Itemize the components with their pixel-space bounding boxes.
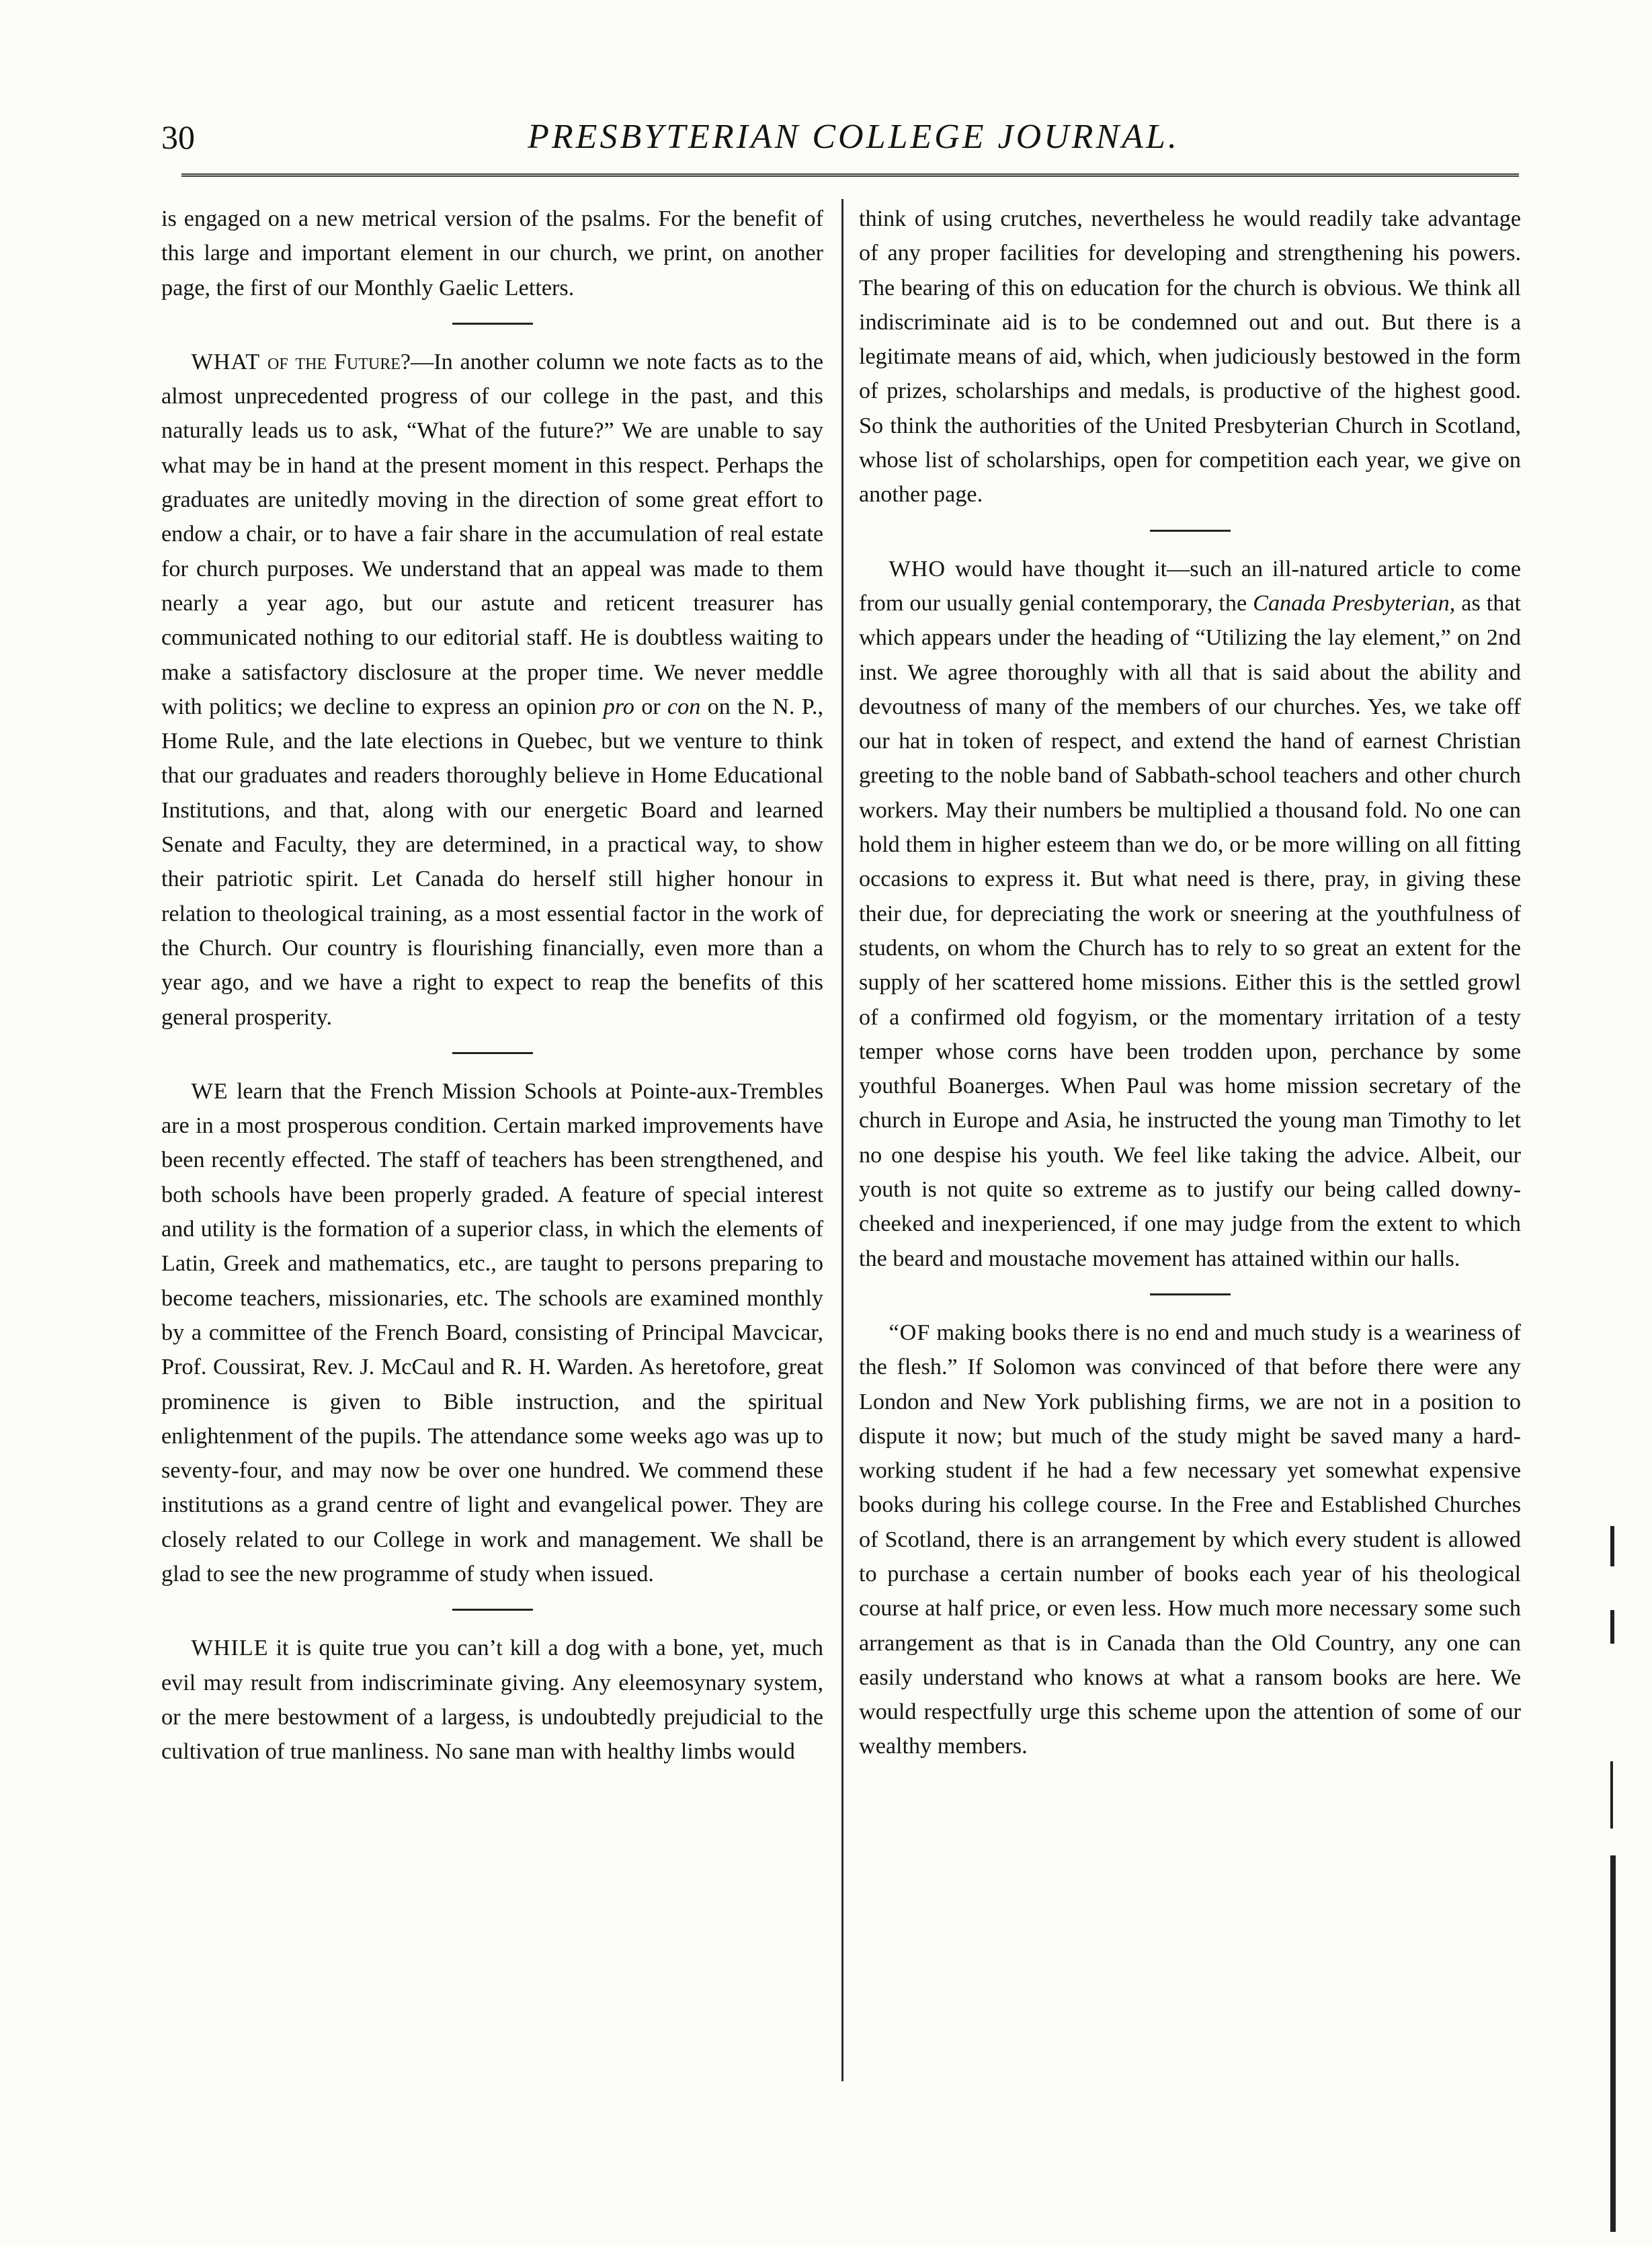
scan-edge-mark xyxy=(1610,1761,1613,1829)
lead-word: WHAT xyxy=(191,349,261,374)
section-divider xyxy=(452,1609,533,1611)
paragraph-gaelic-letters xyxy=(161,202,823,305)
paragraph-text: learn that the French Mission Schools at Pointe-aux-Trembles are in a most prosperous condition. Certain marked improvements have been recently effected. The staff of teachers has been strengthened, and both schools have been properly graded. A feature of special interest and utility is the formation of a superior class, in which the elements of Latin, Greek and mathematics, etc., are taught to persons preparing to become teachers, missionaries, etc. The schools are examined monthly by a committee of the French Board, consisting of Principal Mavcicar, Prof. Coussirat, Rev. J. McCaul and R. H. Warden. As heretofore, great prominence is given to Bible instruction, and the spiritual enlightenment of the pupils. The attendance some weeks ago was up to seventy-four, and may now be over one hundred. We commend these institutions as a grand centre of light and evangelical power. They are closely related to our College in work and management. We shall be glad to see the new programme of study when issued. xyxy=(161,1078,823,1587)
paragraph-giving xyxy=(161,1631,823,1769)
lead-word: WHILE xyxy=(191,1636,269,1661)
paragraph-text: think of using crutches, nevertheless he would readily take advantage of any proper facilities for developing and strengthening his powers. The bearing of this on education for the church is obvious. We think all indiscriminate aid is to be condemned out and out. But there is a legitimate means of aid, which, when judiciously bestowed in the form of prizes, scholarships and medals, is productive of the highest good. So think the authorities of the United Presbyterian Church in Scotland, whose list of scholarships, open for competition each year, we give on another page. xyxy=(859,206,1521,508)
section-divider xyxy=(1150,1293,1231,1295)
paragraph-text: on the N. P., Home Rule, and the late elections in Quebec, but we venture to think that our graduates and readers thoroughly believe in Home Educational Institutions, and that, along with our energetic Board and learned Senate and Faculty, they are determined, in a practical way, to show their patriotic spirit. Let Canada do herself still higher honour in relation to theological training, as a most essential factor in the work of the Church. Our country is flourishing financially, even more than a year ago, and we have a right to expect to reap the benefits of this general prosperity. xyxy=(161,694,824,1030)
italic-term: con xyxy=(667,694,701,719)
left-column xyxy=(161,202,823,1769)
lead-word: WE xyxy=(191,1078,229,1104)
section-divider xyxy=(1150,530,1231,532)
header-rule xyxy=(181,173,1519,177)
scan-edge-mark xyxy=(1610,1855,1616,2232)
scan-edge-mark xyxy=(1610,1526,1614,1566)
column-divider xyxy=(841,199,843,2081)
lead-word: “OF xyxy=(889,1320,931,1345)
journal-title: PRESBYTERIAN COLLEGE JOURNAL. xyxy=(528,118,1180,156)
paragraph-future xyxy=(161,345,823,1035)
page-number: 30 xyxy=(161,118,195,156)
section-divider xyxy=(452,1052,533,1054)
paragraph-text: it is quite true you can’t kill a dog with a bone, yet, much evil may result from indiscriminate giving. Any eleemosynary system, or the mere bestowment of a largess, is undoubtedly prejudicial to the cultivation of true manliness. No sane man with healthy limbs would xyxy=(161,1636,823,1765)
scan-edge-mark xyxy=(1610,1610,1614,1644)
section-divider xyxy=(452,323,533,325)
italic-publication-name: Canada Presbyterian, xyxy=(1253,590,1456,616)
right-column xyxy=(859,202,1521,1764)
paragraph-text: ?—In another column we note facts as to the almost unprecedented progress of our college in the past, and this naturally leads us to ask, “What of the future?” We are unable to say what may be in hand at the present moment in this respect. Perhaps the graduates are unitedly moving in the direction of some great effort to endow a chair, or to have a fair share in the accumulation of real estate for church purposes. We understand that an appeal was made to them nearly a year ago, but our astute and reticent treasurer has communicated nothing to our editorial staff. He is doubtless waiting to make a satisfactory disclosure at the proper time. We never meddle with politics; we decline to express an opinion xyxy=(161,349,824,719)
paragraph-lay-element xyxy=(859,552,1521,1276)
paragraph-text: is engaged on a new metrical version of the psalms. For the benefit of this large and important element in our church, we print, on another page, the first of our Monthly Gaelic Letters. xyxy=(161,206,823,300)
paragraph-text: as that which appears under the heading of “Utilizing the lay element,” on 2nd inst. We agree thoroughly with all that is said about the ability and devoutness of many of the members of our churches. Yes, we take off our hat in token of respect, and extend the hand of earnest Christian greeting to the noble band of Sabbath-school teachers and other church workers. May their numbers be multiplied a thousand fold. No one can hold them in higher esteem than we do, or be more willing on all fitting occasions to express it. But what need is there, pray, in giving these their due, for depreciating the work or sneering at the youthfulness of students, on whom the Church has to rely to so great an extent for the supply of her scattered home missions. Either this is the settled growl of a confirmed old fogyism, or the momentary irritation of a testy temper whose corns have been trodden upon, perchance by some youthful Boanerges. When Paul was home mission secretary of the church in Europe and Asia, he instructed the young man Timothy to let no one despise his youth. We feel like taking the advice. Albeit, our youth is not quite so extreme as to justify our being called downy-cheeked and inexperienced, if one may judge from the extent to which the beard and moustache movement has attained within our halls. xyxy=(859,590,1522,1271)
paragraph-french-mission xyxy=(161,1074,823,1591)
small-caps-heading: of the Future xyxy=(267,349,401,374)
paragraph-text: or xyxy=(641,694,661,719)
italic-term: pro xyxy=(603,694,634,719)
paragraph-text: making books there is no end and much study is a weariness of the flesh.” If Solomon was convinced of that before there were any London and New York publishing firms, we are not in a position to dispute it now; but much of the study might be saved many a hard-working student if he had a few necessary yet somewhat expensive books during his college course. In the Free and Established Churches of Scotland, there is an arrangement by which every student is allowed to purchase a certain number of books each year of his theological course at half price, or even less. How much more necessary some such arrangement as that is in Canada than the Old Country, any one can easily understand who knows at what a ransom books are here. We would respectfully urge this scheme upon the attention of some of our wealthy members. xyxy=(859,1320,1522,1759)
page-header xyxy=(161,113,1546,167)
paragraph-text: would have thought it—such an ill-natured article to come from our usually genial contemporary, the xyxy=(859,556,1521,616)
lead-word: WHO xyxy=(889,556,946,581)
paragraph-books xyxy=(859,1316,1521,1764)
paragraph-scholarships xyxy=(859,202,1521,512)
